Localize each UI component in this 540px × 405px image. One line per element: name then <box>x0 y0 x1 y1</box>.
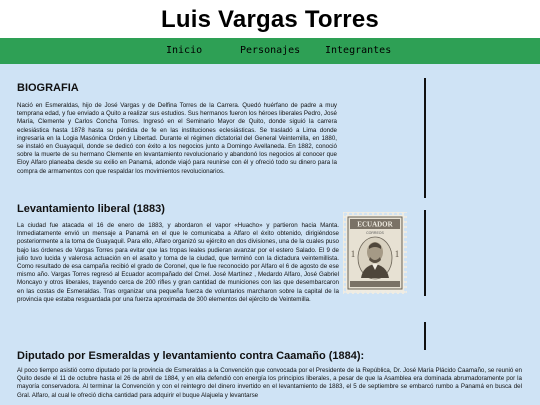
section-divider <box>424 322 426 350</box>
luis-vargas-torres-stamp-image <box>343 212 407 294</box>
section-body-levantamiento: La ciudad fue atacada el 16 de enero de 1883, y abordaron el vapor «Huacho» y partieron hacia Manta. Inmediatamente envió un mensaje a Panamá en el que le comunicaba a Alfaro el éxito obtenido, dirigiéndose posteriormente a la toma de Guayaquil. Para ello, Alfaro organizó su ejército en dos divisiones, una de la cuales puso bajo las órdenes de Vargas Torres para evitar que las tropas leales pudieran avanzar por el estero Salado. El 9 de julio tuvo lucida y valerosa actuación en el asalto y toma de la ciudad, que terminó con la dictadura veintemillista. Como resultado de esa campaña recibió el grado de Coronel, que le fue reconocido por Alfaro el 6 de agosto de ese mismo año. Vargas Torres regresó al Ecuador acompañado del Crnel. José Martínez , Medardo Alfaro, José Gabriel Moncayo y otros liberales, trayendo cerca de 200 rifles y gran cantidad de municiones con las que desembarcaron en las costas de Esmeraldas. Tras organizar una pequeña fuerza de voluntarios marcharon sobre la capital de la provincia que estaba resguardada por una fuerza aproximada de 300 elementos del ejército de Veintemilla. <box>17 222 339 303</box>
section-divider <box>424 78 426 198</box>
main-navbar <box>0 38 540 64</box>
section-body-biografia: Nació en Esmeraldas, hijo de José Vargas y de Delfina Torres de la Carrera. Quedó huérfano de padre a muy temprana edad, y fue enviado a Quito a realizar sus estudios. Sus hermanos fueron los héroes liberales Pedro, José María, Clemente y Carlos Concha Torres. Ingresó en el Seminario Mayor de Quito, donde siguió la carrera eclesiástica hasta 1878 hasta su pérdida de fe en las instituciones eclesiásticas. Se trasladó a Lima donde ingresaría en la Logia Masónica Orden y Libertad. Durante el régimen dictatorial del General Veintemilla, en 1880, se instaló en Guayaquil, donde se dedicó con éxito a los negocios junto a Domingo Avellaneda. En 1882, conoció sobre la muerte de su hermano Clemente en levantamiento revolucionario y abandonó los negocios al conocer que Eloy Alfaro planeaba desde su exilio en Panamá, adonde viajó para reunirse con él y ofreció todo su dinero para la compra de armamentos con que respaldar los movimientos revolucionarios. <box>17 102 337 175</box>
content-area <box>0 64 540 405</box>
section-title-diputado: Diputado por Esmeraldas y levantamiento contra Caamaño (1884): <box>17 350 365 362</box>
stamp-value-right: 1 <box>394 249 400 259</box>
section-title-levantamiento: Levantamiento liberal (1883) <box>17 203 165 215</box>
nav-personajes[interactable]: Personajes <box>240 45 301 56</box>
stamp-subtitle-text: CORREOS <box>366 231 384 235</box>
stamp-value-left: 1 <box>350 249 356 259</box>
section-divider <box>424 210 426 296</box>
nav-inicio[interactable]: Inicio <box>166 45 203 56</box>
nav-integrantes[interactable]: Integrantes <box>325 45 392 56</box>
section-title-biografia: BIOGRAFIA <box>17 82 79 94</box>
site-title: Luis Vargas Torres <box>161 6 379 33</box>
stamp-country-text: ECUADOR <box>357 220 393 229</box>
section-body-diputado: Al poco tiempo asistió como diputado por la provincia de Esmeraldas a la Convención que convocada por el Presidente de la República, Dr. José María Plácido Caamaño, se reunió en Quito desde el 11 de octubre hasta el 26 de abril de 1884, y en ella defendió con energía los principios liberales, a pesar de que la Asamblea era dominada abrumadoramente por la mayoría conservadora. Al terminar la Convención y con el reintegro del dinero invertido en el levantamiento de 1883, el 5 de septiembre se embarcó rumbo a Panamá en busca del Gral. Alfaro, al cual le ofreció dicha cantidad para adquirir el buque Alajuela y levantarse <box>17 367 522 399</box>
